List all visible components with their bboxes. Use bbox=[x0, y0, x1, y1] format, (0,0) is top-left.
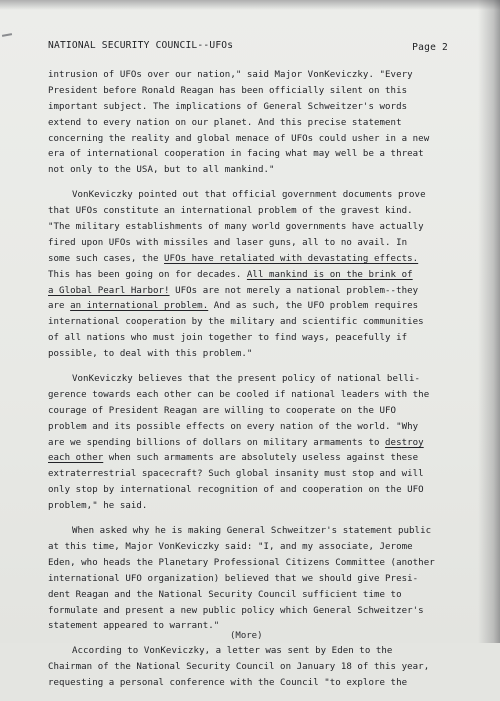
text-segment: And as such, the UFO problem requires bbox=[208, 301, 419, 312]
text-line bbox=[48, 540, 460, 556]
underlined-text: an international problem. bbox=[70, 301, 209, 312]
text-line bbox=[48, 284, 460, 300]
text-line bbox=[48, 467, 460, 483]
text-line bbox=[48, 524, 460, 540]
page-number: Page 2 bbox=[412, 42, 448, 53]
paragraph bbox=[48, 644, 460, 692]
text-line bbox=[48, 420, 460, 436]
text-segment: at this time, Major VonKeviczky said: "I, and my associate, Jerome bbox=[48, 541, 413, 552]
text-line bbox=[48, 188, 460, 204]
page-header bbox=[48, 40, 448, 54]
text-line bbox=[48, 299, 460, 315]
text-line bbox=[48, 436, 460, 452]
text-segment: international UFO organization) believed that we should give Presi- bbox=[48, 573, 419, 584]
text-segment: extraterrestrial spacecraft? Such global insanity must stop and will bbox=[48, 469, 424, 480]
text-segment: gerence towards each other can be cooled if national leaders with the bbox=[48, 389, 430, 400]
text-line bbox=[48, 116, 460, 132]
paragraph bbox=[48, 188, 460, 363]
text-line bbox=[48, 404, 460, 420]
text-segment: are bbox=[48, 301, 71, 312]
text-line bbox=[48, 100, 460, 116]
text-segment: fired upon UFOs with missiles and laser guns, all to no avail. In bbox=[48, 237, 408, 248]
right-edge-shadow bbox=[478, 0, 500, 643]
text-segment: of all nations who must join together to find ways, peacefully if bbox=[48, 333, 408, 344]
text-segment: Eden, who heads the Planetary Professional Citizens Committee (another bbox=[48, 557, 435, 568]
text-segment: not only to the USA, but to all mankind." bbox=[48, 165, 275, 176]
text-segment: problem and its possible effects on every nation of the world. "Why bbox=[48, 421, 419, 432]
underlined-text: a Global Pearl Harbor! bbox=[48, 285, 170, 296]
text-line bbox=[48, 84, 460, 100]
text-line bbox=[48, 68, 460, 84]
text-segment: dent Reagan and the National Security Council sufficient time to bbox=[48, 589, 402, 600]
text-segment: that UFOs constitute an international problem of the gravest kind. bbox=[48, 206, 413, 217]
text-segment: international cooperation by the military and scientific communities bbox=[48, 317, 424, 328]
continued-marker: (More) bbox=[230, 631, 263, 641]
text-line bbox=[48, 483, 460, 499]
underlined-text: each other bbox=[48, 453, 104, 464]
text-line bbox=[48, 604, 460, 620]
text-segment: courage of President Reagan are willing to cooperate on the UFO bbox=[48, 405, 397, 416]
text-segment: possible, to deal with this problem." bbox=[48, 349, 253, 360]
text-line bbox=[48, 572, 460, 588]
paragraph bbox=[48, 372, 460, 515]
text-line bbox=[48, 499, 460, 515]
text-segment: when such armaments are absolutely useless against these bbox=[103, 453, 419, 464]
text-segment: "The military establishments of many world governments have actually bbox=[48, 222, 424, 233]
text-segment: President before Ronald Reagan has been officially silent on this bbox=[48, 85, 408, 96]
text-line bbox=[48, 372, 460, 388]
paragraph bbox=[48, 524, 460, 635]
header-title: NATIONAL SECURITY COUNCIL--UFOs bbox=[48, 40, 234, 51]
text-segment: statement appeared to warrant." bbox=[48, 621, 220, 632]
text-segment: extend to every nation on our planet. And this precise statement bbox=[48, 117, 402, 128]
text-segment: Chairman of the National Security Council on January 18 of this year, bbox=[48, 662, 430, 673]
text-segment: some such cases, the bbox=[48, 253, 165, 264]
text-segment: are we spending billions of dollars on military armaments to bbox=[48, 437, 386, 448]
text-line bbox=[48, 163, 460, 179]
text-line bbox=[48, 660, 460, 676]
text-line bbox=[48, 268, 460, 284]
text-line bbox=[48, 204, 460, 220]
text-line bbox=[48, 147, 460, 163]
text-segment: VonKeviczky pointed out that official government documents prove bbox=[72, 190, 426, 201]
text-line bbox=[48, 451, 460, 467]
text-segment: VonKeviczky believes that the present policy of national belli- bbox=[72, 374, 421, 385]
text-line bbox=[48, 388, 460, 404]
text-segment: requesting a personal conference with the Council "to explore the bbox=[48, 678, 408, 689]
body-text bbox=[48, 68, 460, 701]
corner-mark bbox=[2, 33, 12, 37]
text-line bbox=[48, 331, 460, 347]
text-line bbox=[48, 347, 460, 363]
text-segment: According to VonKeviczky, a letter was sent by Eden to the bbox=[72, 646, 393, 657]
text-segment: UFOs are not merely a national problem--they bbox=[169, 285, 419, 296]
text-line bbox=[48, 252, 460, 268]
text-segment: era of international cooperation in facing what may well be a threat bbox=[48, 149, 424, 160]
text-line bbox=[48, 588, 460, 604]
text-line bbox=[48, 556, 460, 572]
text-line bbox=[48, 644, 460, 660]
text-segment: concerning the reality and global menace of UFOs could usher in a new bbox=[48, 133, 430, 144]
top-shadow bbox=[0, 0, 500, 10]
text-segment: intrusion of UFOs over our nation," said Major VonKeviczky. "Every bbox=[48, 70, 413, 80]
text-line bbox=[48, 676, 460, 692]
underlined-text: destroy bbox=[385, 437, 424, 448]
text-segment: When asked why he is making General Schweitzer's statement public bbox=[72, 526, 432, 537]
text-segment: formulate and present a new public policy which General Schweitzer's bbox=[48, 605, 424, 616]
text-segment: important subject. The implications of General Schweitzer's words bbox=[48, 101, 408, 112]
underlined-text: UFOs have retaliated with devastating effects. bbox=[164, 253, 419, 264]
underlined-text: All mankind is on the brink of bbox=[246, 269, 413, 280]
text-line bbox=[48, 132, 460, 148]
paragraph bbox=[48, 68, 460, 179]
text-segment: only stop by international recognition of and cooperation on the UFO bbox=[48, 485, 424, 496]
text-segment: This has been going on for decades. bbox=[48, 269, 247, 280]
text-segment: problem," he said. bbox=[48, 501, 148, 512]
text-line bbox=[48, 220, 460, 236]
text-line bbox=[48, 236, 460, 252]
text-line bbox=[48, 315, 460, 331]
